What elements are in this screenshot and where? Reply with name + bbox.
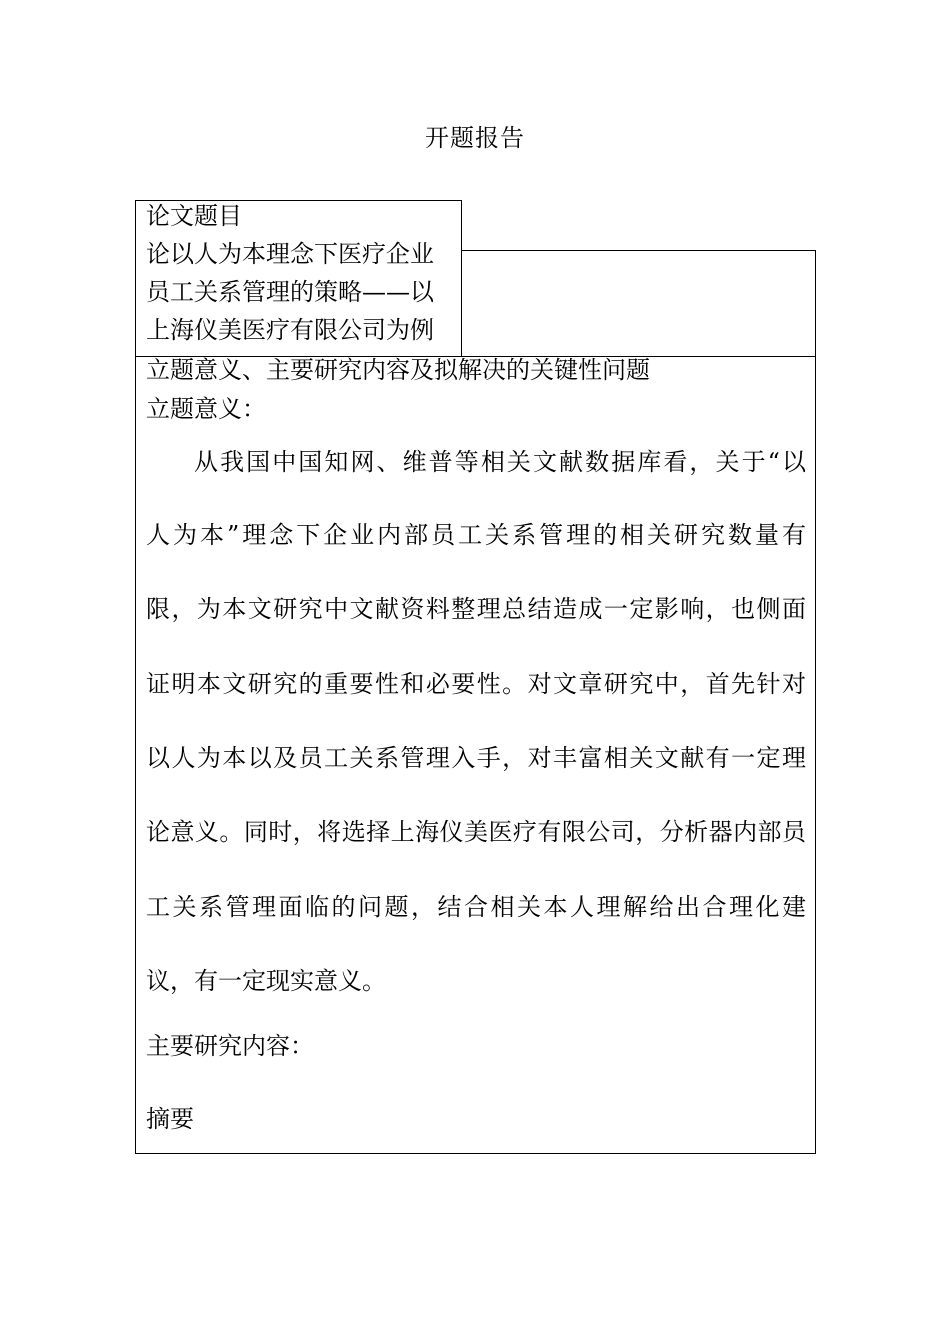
paragraph-line: 议，有一定现实意义。 bbox=[146, 967, 386, 995]
thesis-title-value-cell bbox=[461, 250, 816, 357]
thesis-title-line: 上海仪美医疗有限公司为例 bbox=[146, 316, 434, 344]
thesis-title-label: 论文题目 bbox=[146, 202, 242, 230]
paragraph-line: 从我国中国知网、维普等相关文献数据库看，关于“以 bbox=[194, 448, 806, 476]
thesis-title-line: 论以人为本理念下医疗企业 bbox=[146, 240, 434, 268]
section-heading: 立题意义、主要研究内容及拟解决的关键性问题 bbox=[146, 356, 650, 384]
thesis-title-line: 员工关系管理的策略——以 bbox=[146, 278, 434, 306]
paragraph-line: 论意义。同时，将选择上海仪美医疗有限公司，分析器内部员 bbox=[146, 818, 806, 846]
paragraph-line: 以人为本以及员工关系管理入手，对丰富相关文献有一定理 bbox=[146, 744, 806, 772]
abstract-label: 摘要 bbox=[146, 1105, 194, 1133]
paragraph-line: 限，为本文研究中文献资料整理总结造成一定影响，也侧面 bbox=[146, 595, 806, 623]
content-heading: 主要研究内容： bbox=[146, 1032, 314, 1060]
paragraph-line: 人为本”理念下企业内部员工关系管理的相关研究数量有 bbox=[146, 521, 806, 549]
page-title: 开题报告 bbox=[425, 124, 525, 152]
significance-heading: 立题意义： bbox=[146, 395, 266, 423]
paragraph-line: 工关系管理面临的问题，结合相关本人理解给出合理化建 bbox=[146, 893, 806, 921]
paragraph-line: 证明本文研究的重要性和必要性。对文章研究中，首先针对 bbox=[146, 670, 806, 698]
